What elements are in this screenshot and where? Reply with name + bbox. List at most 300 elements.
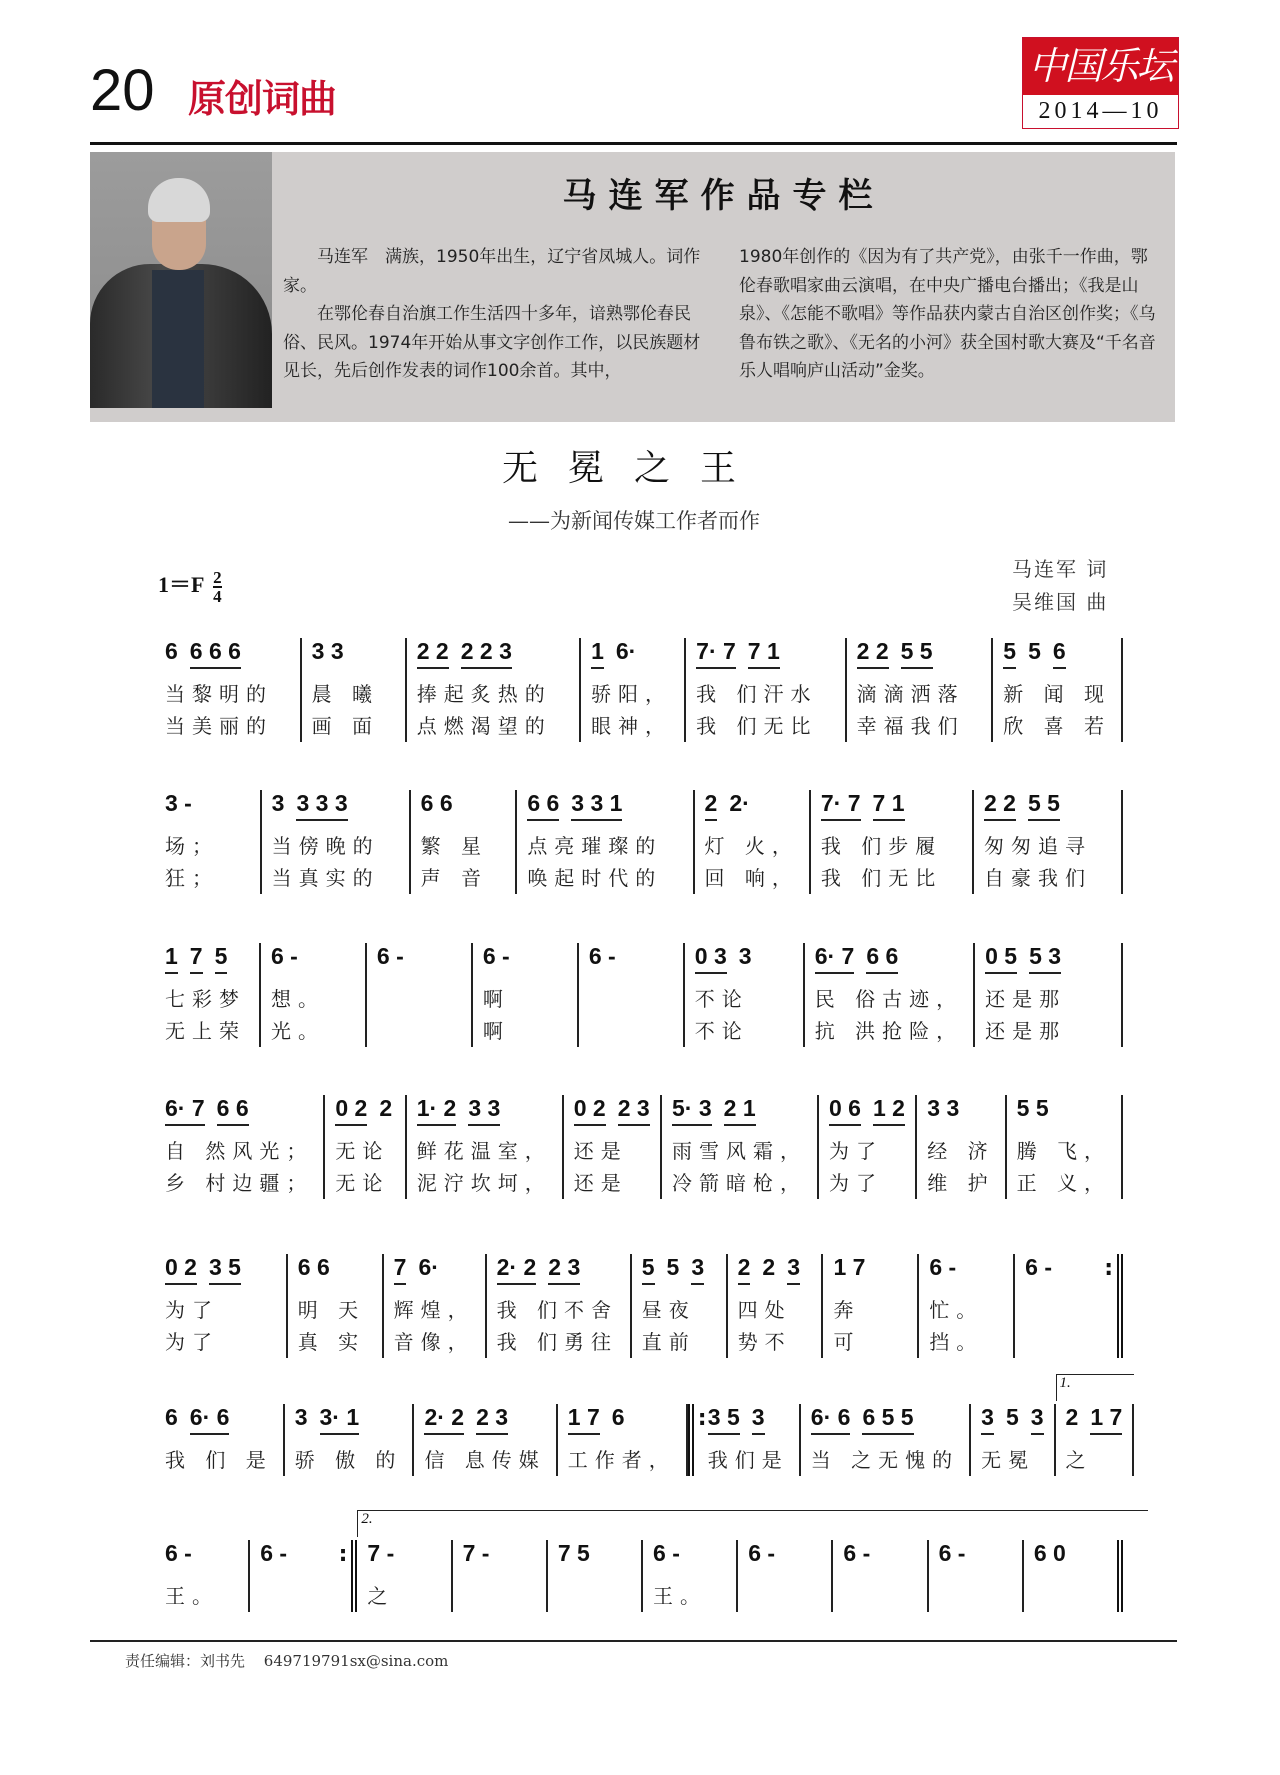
note-group: 5 [215,943,228,974]
lyric-verse-1: 无冕 [981,1448,1036,1472]
measure [1015,1254,1123,1358]
song-subtitle: ——为新闻传媒工作者而作 [508,509,760,533]
measure-notes [821,790,962,830]
measure-notes [815,943,963,983]
measure [302,638,407,742]
lyric-verse-1: 忙。 [929,1298,984,1322]
measure [811,790,974,894]
lyric-verse-2: 自豪我们 [984,866,1092,890]
measure-notes [738,1254,812,1294]
note-group: 6 - [653,1540,680,1566]
note-group: 2· 2 [424,1404,464,1435]
note-group: 6· [615,638,637,664]
lyric-verse-2 [1025,1326,1099,1358]
note-group: 1 [591,638,604,669]
measure [487,1254,632,1358]
measure-notes [833,1254,907,1294]
measure [1024,1540,1123,1612]
note-group: 3 3 [468,1095,500,1126]
measure [155,943,261,1047]
lyric-verse-2: 无论 [335,1171,390,1195]
note-group: 6 6 [297,1254,330,1280]
note-group: 2 [705,790,718,821]
magazine-logo [1022,37,1179,129]
time-denominator: 4 [213,586,222,606]
note-group: 2 [1065,1404,1079,1430]
note-group: 2 3 [476,1404,508,1435]
lyric-verse-1 [589,983,673,1015]
note-group: 3 - [165,790,192,816]
lyric-verse-2: 啊 [482,1019,510,1043]
measure-notes [589,943,673,983]
lyric-verse-1: 捧起炙热的 [416,682,552,706]
lyric-verse-2: 当真实的 [271,866,380,890]
lyric-verse-1: 王。 [653,1584,708,1608]
note-group: 6 [165,638,178,664]
bio-paragraph: 马连军 满族，1950年出生，辽宁省凤城人。词作家。 [283,247,701,296]
lyric-verse-1: 当黎明的 [165,682,273,706]
note-group: 6· 6 [190,1404,230,1435]
lyric-verse-1: 腾 飞， [1016,1139,1112,1163]
measure-notes [829,1095,905,1135]
measure-notes [843,1540,916,1580]
measure [819,1095,917,1199]
measure-notes [653,1540,726,1580]
lyric-verse-2: 挡。 [929,1330,984,1354]
lyric-verse-2: 为了 [165,1330,219,1354]
footer [125,1650,462,1671]
lyric-verse-2: 还是 [573,1171,628,1195]
score-system [155,638,1123,742]
note-group: 2 2 [984,790,1016,821]
note-group: 7 - [367,1540,395,1566]
measure [929,1540,1024,1612]
measure-notes [165,1540,238,1580]
note-group: 3· 1 [320,1404,360,1435]
measure [632,1254,728,1358]
lyric-verse-2: 不论 [694,1019,749,1043]
lyric-verse-1: 骄阳， [591,682,673,706]
key-signature [158,568,222,605]
note-group: 6 6 [420,790,453,816]
lyric-verse-2: 眼神， [591,714,673,738]
note-group: 6 6 6 [190,638,241,669]
note-group: 7 1 [873,790,905,821]
note-group: 6 - [376,943,404,969]
note-group: 6 0 [1033,1540,1066,1566]
note-group: 2· [729,790,750,816]
note-group: 2 2 [857,638,889,669]
note-group: 5 5 [1028,790,1060,821]
note-group: 2 2 3 [461,638,512,669]
lyric-verse-1: 我 们步履 [820,834,943,858]
note-group: 6 - [260,1540,288,1566]
lyric-verse-1: 为了 [829,1139,883,1163]
measure-notes [927,1095,994,1135]
measure [261,943,367,1047]
measure-notes [417,1095,552,1135]
measure-notes [295,1404,403,1444]
measure-notes [463,1540,536,1580]
measure-notes [335,1095,394,1135]
lyric-verse-1: 灯 火， [704,834,799,858]
issue-date: 2014—10 [1038,98,1163,124]
lyric-verse-2 [589,1015,673,1047]
measure-notes [929,1254,1003,1294]
lyric-verse-1: 我 们不舍 [496,1298,618,1322]
measure [917,1095,1006,1199]
note-group: 1· 2 [417,1095,457,1126]
lyric-verse-1: 雨雪风霜， [672,1139,807,1163]
lyric-verse-1: 王。 [165,1584,219,1608]
measure-notes [748,1540,821,1580]
note-group: 3 [294,1404,308,1430]
measure-notes [421,790,506,830]
measure-notes [272,790,399,830]
note-group: 3 3 [311,638,344,664]
note-group: 3 [691,1254,704,1285]
measure-notes [857,638,982,678]
measure [558,1404,688,1476]
lyric-verse-2: 当美丽的 [165,714,273,738]
measure [384,1254,487,1358]
note-group: 6 - [482,943,510,969]
note-group: 6 6 [866,943,898,974]
lyric-verse-2: 冷箭暗枪， [672,1171,807,1195]
measure-notes [165,638,290,678]
note-group: 3 [1031,1404,1044,1435]
score-system [155,1095,1123,1199]
lyric-verse-1: 还是 [573,1139,628,1163]
note-group: 6 6 [527,790,559,821]
note-group: 1 7 [568,1404,600,1435]
lyric-verse-1 [939,1580,1012,1612]
lyric-verse-2: 无上荣 [165,1019,246,1043]
lyric-verse-2: 势不 [737,1330,792,1354]
lyric-verse-1: 我 们汗水 [696,682,818,706]
measure-notes [1017,1095,1111,1135]
lyric-verse-1: 信 息传媒 [424,1448,546,1472]
measure [686,638,846,742]
measure [688,1404,801,1476]
lyric-verse-1: 当 之无愧的 [810,1448,960,1472]
measure [285,1404,415,1476]
lyric-verse-2: 乡 村边疆； [165,1171,314,1195]
measure [155,1540,250,1612]
measure-notes [1066,1404,1123,1444]
measure-notes [811,1404,959,1444]
measure [974,790,1123,894]
note-group: 3 [981,1404,994,1435]
measure [738,1540,833,1612]
lyric-verse-1: 新 闻 现 [1003,682,1111,706]
measure [155,1254,288,1358]
key-label: 1＝F [158,572,204,597]
lyric-verse-1: 自 然风光； [165,1139,314,1163]
note-group: 6 [165,1404,178,1430]
measure-notes [271,943,355,983]
lyric-verse-1: 不论 [694,987,749,1011]
measure-notes [1003,638,1111,678]
measure-notes [417,638,569,678]
measure [453,1540,548,1612]
note-group: 3 [752,1404,765,1435]
note-group: 6 - [1025,1254,1053,1280]
lyric-verse-1 [1025,1294,1099,1326]
note-group: 2· 2 [497,1254,537,1285]
lyric-verse-1: 骄 傲 的 [294,1448,403,1472]
lyric-verse-1: 之 [1065,1448,1093,1472]
editor-credit: 责任编辑：刘书先 [125,1652,246,1670]
bio-title: 马连军作品专栏 [562,176,885,216]
note-group: 0 6 [829,1095,861,1126]
note-group: 6 - [938,1540,966,1566]
measure [805,943,975,1047]
lyric-verse-2: 可 [833,1330,861,1354]
lyric-verse-1: 为了 [165,1298,219,1322]
measure [847,638,994,742]
note-group: 6· 7 [165,1095,205,1126]
note-group: 1 [165,943,178,974]
measure-notes [497,1254,620,1294]
measure-notes [708,1404,789,1444]
bio-right-column [739,243,1164,386]
lyric-verse-2: 真 实 [297,1330,366,1354]
score-system [155,943,1123,1047]
section-title: 原创词曲 [188,77,337,121]
lyric-verse-1 [748,1580,821,1612]
measure-notes [558,1540,631,1580]
measure [662,1095,819,1199]
lyric-verse-2: 还是那 [985,1019,1067,1043]
lyric-verse-1: 我 们 是 [165,1448,273,1472]
measure [1056,1375,1135,1476]
lyric-verse-1: 工作者， [567,1448,676,1472]
lyric-verse-1 [377,983,461,1015]
measure [250,1540,357,1612]
lyric-verse-1: 奔 [833,1298,861,1322]
note-group: : 3 5 [708,1404,740,1435]
measure-notes [424,1404,545,1444]
measure-notes [591,638,674,678]
note-group: 3 [787,1254,800,1285]
note-group: 2 3 [548,1254,580,1285]
note-group: 1 7 [833,1254,866,1280]
lyric-verse-1: 明 天 [297,1298,366,1322]
measure [579,943,685,1047]
lyric-verse-2: 音像， [393,1330,475,1354]
note-group: 3 3 1 [571,790,622,821]
lyric-verse-1: 点亮璀璨的 [527,834,663,858]
measure-notes [568,1404,676,1444]
author-photo [90,152,272,408]
note-group: 0 2 [335,1095,367,1126]
lyric-verse-2: 维 护 [927,1171,995,1195]
lyric-verse-2: 点燃渴望的 [416,714,552,738]
note-group: 2 3 [618,1095,650,1126]
measure-notes [367,1540,440,1580]
note-group: 3 [271,790,285,816]
time-numerator: 2 [213,567,222,587]
measure-notes [985,943,1111,983]
measure [407,1095,564,1199]
lyric-verse-2: 幸福我们 [856,714,965,738]
note-group: 0 2 [574,1095,606,1126]
score-system [155,1375,1123,1476]
note-group: 2 1 [724,1095,756,1126]
bio-paragraph: 1980年创作的《因为有了共产党》，由张千一作曲，鄂伦春歌唱家曲云演唱，在中央广播电台播出；《我是山泉》、《怎能不歌唱》等作品获内蒙古自治区创作奖；《乌鲁布铁之歌》、《无名的小河》获全国村歌大赛及“千名音乐人唱响庐山活动”金奖。 [739,247,1156,381]
score-system [155,1511,1123,1612]
note-group: 6 - [588,943,616,969]
measure-notes [642,1254,716,1294]
note-group: 6 6 [217,1095,249,1126]
note-group: 6· [418,1254,439,1280]
measure-notes [574,1095,650,1135]
lyric-verse-1: 想。 [270,987,325,1011]
time-signature [213,569,222,605]
measure-notes [672,1095,807,1135]
note-group: 2 [762,1254,776,1280]
note-group: 5 [666,1254,680,1280]
note-group: 7 [394,1254,407,1285]
measure [411,790,518,894]
measure-notes [165,790,250,830]
note-group: 3 3 3 [296,790,347,821]
lyric-verse-1 [558,1580,631,1612]
lyric-verse-1: 昼夜 [641,1298,696,1322]
measure-notes [981,1404,1043,1444]
lyric-verse-2: 我 们无比 [696,714,818,738]
bio-paragraph: 在鄂伦春自治旗工作生活四十多年，谙熟鄂伦春民俗、民风。1974年开始从事文字创作工作，以民族题材见长，先后创作发表的词作100余首。其中， [283,304,701,381]
lyric-verse-1: 晨 曦 [311,682,379,706]
measure-notes [527,790,682,830]
measure [548,1540,643,1612]
measure [971,1404,1055,1476]
volta-bracket: 1. [1056,1374,1135,1401]
measure-notes [298,1254,372,1294]
note-group: 6· 6 [811,1404,851,1435]
measure [155,1095,325,1199]
lyric-verse-2: 狂； [165,866,219,890]
header-rule [90,142,1177,145]
note-group: 5 3 [1029,943,1061,974]
measure-notes [1034,1540,1107,1580]
note-group: 3 5 [209,1254,241,1285]
measure [262,790,411,894]
measure [407,638,581,742]
lyric-verse-1: 辉煌， [393,1298,475,1322]
page-number: 20 [90,58,155,123]
measure [801,1404,971,1476]
note-group: 2 [379,1095,393,1121]
bio-left-column [283,243,708,386]
lyric-verse-2 [377,1015,461,1047]
note-group: 7 - [462,1540,490,1566]
lyric-verse-2: 为了 [829,1171,883,1195]
lyric-verse-2: 我 们勇往 [496,1330,618,1354]
measure [564,1095,662,1199]
measure [993,638,1123,742]
note-group: 3 [738,943,752,969]
song-title: 无冕之王 [501,448,766,489]
note-group: 5 5 [1016,1095,1049,1121]
lyric-verse-2: 正 义， [1016,1171,1112,1195]
measure-notes [696,638,834,678]
lyric-verse-1: 繁 星 [420,834,489,858]
measure [919,1254,1015,1358]
note-group: 0 2 [165,1254,197,1285]
measure-notes [394,1254,475,1294]
measure [833,1540,928,1612]
lyric-verse-1: 还是那 [985,987,1067,1011]
measure [155,638,302,742]
lyric-verse-2: 光。 [270,1019,325,1043]
lyric-verse-2: 欣 喜 若 [1003,714,1111,738]
note-group: 6 [1053,638,1066,669]
lyric-verse-2: 声 音 [420,866,489,890]
lyric-verse-2: 直前 [641,1330,696,1354]
note-group: 7 1 [748,638,780,669]
note-group: 1 7 [1090,1404,1122,1435]
note-group: 7 [190,943,203,974]
measure-notes [939,1540,1012,1580]
note-group: 6 - [929,1254,957,1280]
note-group: 6 5 5 [862,1404,913,1435]
measure [288,1254,384,1358]
measure [325,1095,406,1199]
measure [728,1254,824,1358]
lyric-verse-1 [260,1580,333,1612]
lyric-verse-2: 抗 洪抢险， [814,1019,964,1043]
footer-rule [90,1640,1177,1642]
measure [685,943,805,1047]
measure [367,943,473,1047]
note-group: 5 5 [901,638,933,669]
score-system [155,1254,1123,1358]
measure [517,790,694,894]
editor-email: 649719791sx@sina.com [263,1652,449,1670]
note-group: 0 5 [985,943,1017,974]
lyric-verse-1: 滴滴洒落 [856,682,965,706]
measure [414,1404,557,1476]
measure-notes [312,638,395,678]
lyric-verse-1: 无论 [335,1139,390,1163]
measure [1007,1095,1123,1199]
lyric-verse-1: 之 [367,1584,395,1608]
note-group: 2 [738,1254,751,1285]
note-group: 6 - [748,1540,776,1566]
lyric-verse-1: 七彩梦 [165,987,246,1011]
lyric-verse-1: 我们是 [707,1448,789,1472]
measure-notes [695,943,793,983]
logo-text: 中国乐坛 [1023,38,1178,95]
note-group: 5 [642,1254,655,1285]
lyric-verse-2: 泥泞坎坷， [416,1171,552,1195]
measure-notes [984,790,1111,830]
note-group: 7 5 [557,1540,590,1566]
lyric-verse-2: 唤起时代的 [527,866,663,890]
lyric-verse-1: 当傍晚的 [271,834,380,858]
lyric-verse-1 [1034,1580,1107,1612]
lyric-verse-2: 画 面 [311,714,379,738]
measure-notes [705,790,799,830]
score-system [155,790,1123,894]
lyric-verse-2: 我 们无比 [820,866,943,890]
measure [155,790,262,894]
lyric-verse-1: 经 济 [927,1139,995,1163]
note-group: 6 [611,1404,625,1430]
measure [155,1404,285,1476]
